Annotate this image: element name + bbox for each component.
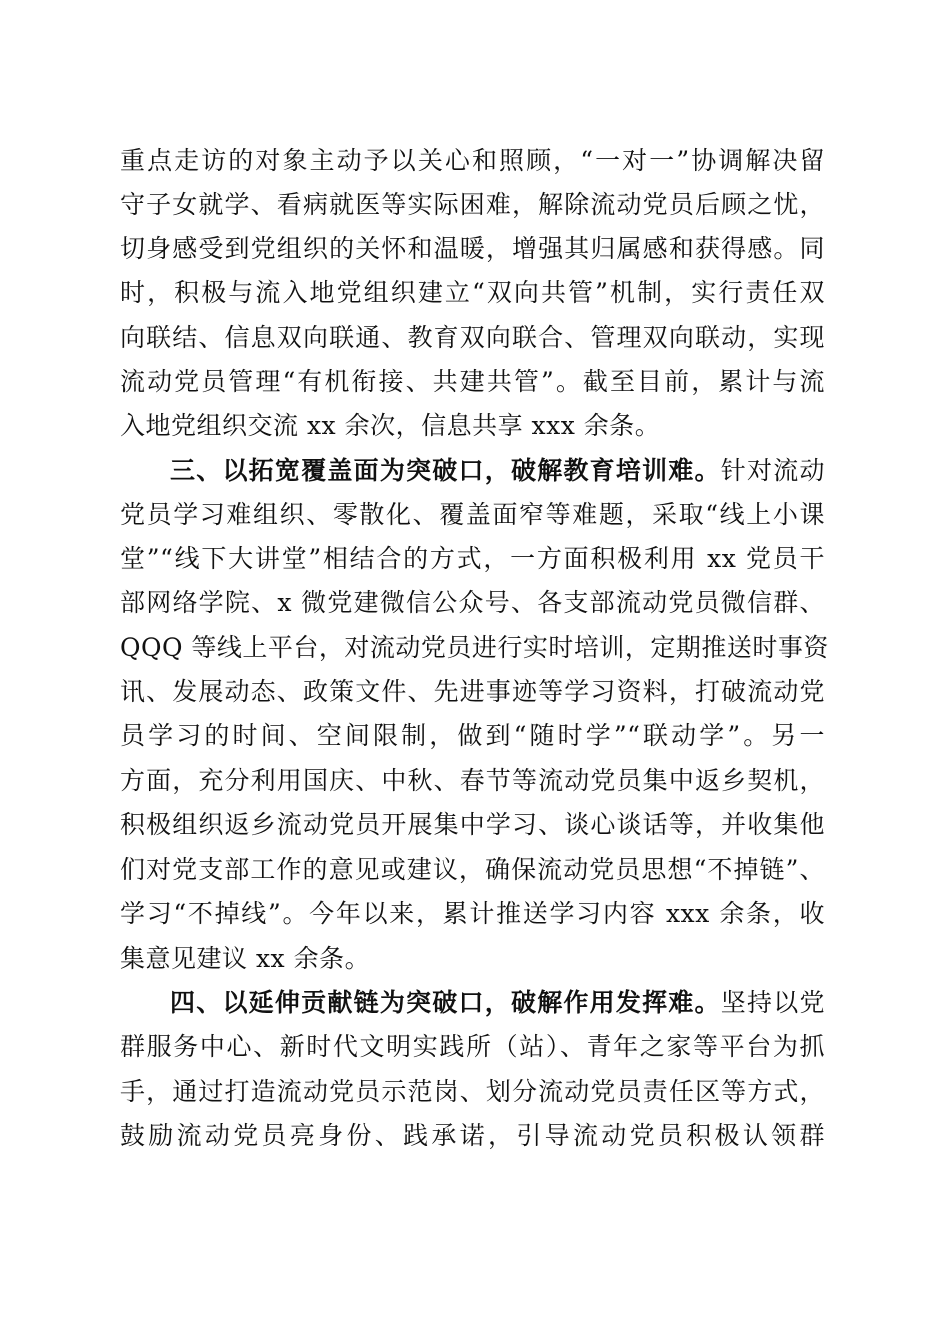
paragraph-2-line-6: 讯、发展动态、政策文件、先进事迹等学习资料，打破流动党: [120, 677, 825, 706]
paragraph-1-line-1: 重点走访的对象主动予以关心和照顾，“一对一”协调解决留: [120, 146, 825, 175]
paragraph-2-line-8: 方面，充分利用国庆、中秋、春节等流动党员集中返乡契机，: [120, 766, 825, 795]
paragraph-3-line-1-rest: 坚持以党: [720, 988, 825, 1017]
paragraph-2-line-5: QQQ 等线上平台，对流动党员进行实时培训，定期推送时事资: [120, 633, 829, 662]
paragraph-2-line-4: 部网络学院、x 微党建微信公众号、各支部流动党员微信群、: [120, 588, 825, 617]
paragraph-1-line-5: 向联结、信息双向联通、教育双向联合、管理双向联动，实现: [120, 323, 825, 352]
paragraph-3-line-4: 鼓励流动党员亮身份、践承诺，引导流动党员积极认领群: [120, 1121, 825, 1150]
paragraph-2-line-3: 堂”“线下大讲堂”相结合的方式，一方面积极利用 xx 党员干: [120, 544, 825, 573]
paragraph-1-line-2: 守子女就学、看病就医等实际困难，解除流动党员后顾之忧，: [120, 190, 825, 219]
paragraph-1-line-3: 切身感受到党组织的关怀和温暖，增强其归属感和获得感。同: [120, 234, 825, 263]
paragraph-2-line-7: 员学习的时间、空间限制，做到“随时学”“联动学”。另一: [120, 721, 825, 750]
paragraph-1-line-7: 入地党组织交流 xx 余次，信息共享 xxx 余条。: [120, 411, 661, 440]
section-four-heading: 四、以延伸贡献链为突破口，破解作用发挥难。: [170, 988, 721, 1017]
paragraph-3-line-1: [170, 982, 825, 1024]
paragraph-2-line-11: 学习“不掉线”。今年以来，累计推送学习内容 xxx 余条，收: [120, 899, 825, 928]
paragraph-2-line-12: 集意见建议 xx 余条。: [120, 944, 371, 973]
paragraph-1-line-6: 流动党员管理“有机衔接、共建共管”。截至目前，累计与流: [120, 367, 825, 396]
paragraph-2-line-1: [170, 450, 825, 492]
paragraph-1-line-4: 时，积极与流入地党组织建立“双向共管”机制，实行责任双: [120, 278, 825, 307]
paragraph-2-line-2: 党员学习难组织、零散化、覆盖面窄等难题，采取“线上小课: [120, 500, 825, 529]
paragraph-2-line-9: 积极组织返乡流动党员开展集中学习、谈心谈话等，并收集他: [120, 810, 825, 839]
paragraph-3-line-2: 群服务中心、新时代文明实践所（站）、青年之家等平台为抓: [120, 1032, 825, 1061]
paragraph-2-line-10: 们对党支部工作的意见或建议，确保流动党员思想“不掉链”、: [120, 855, 825, 884]
section-three-heading: 三、以拓宽覆盖面为突破口，破解教育培训难。: [170, 456, 721, 485]
paragraph-3-line-3: 手，通过打造流动党员示范岗、划分流动党员责任区等方式，: [120, 1077, 825, 1106]
paragraph-2-line-1-rest: 针对流动: [720, 456, 825, 485]
